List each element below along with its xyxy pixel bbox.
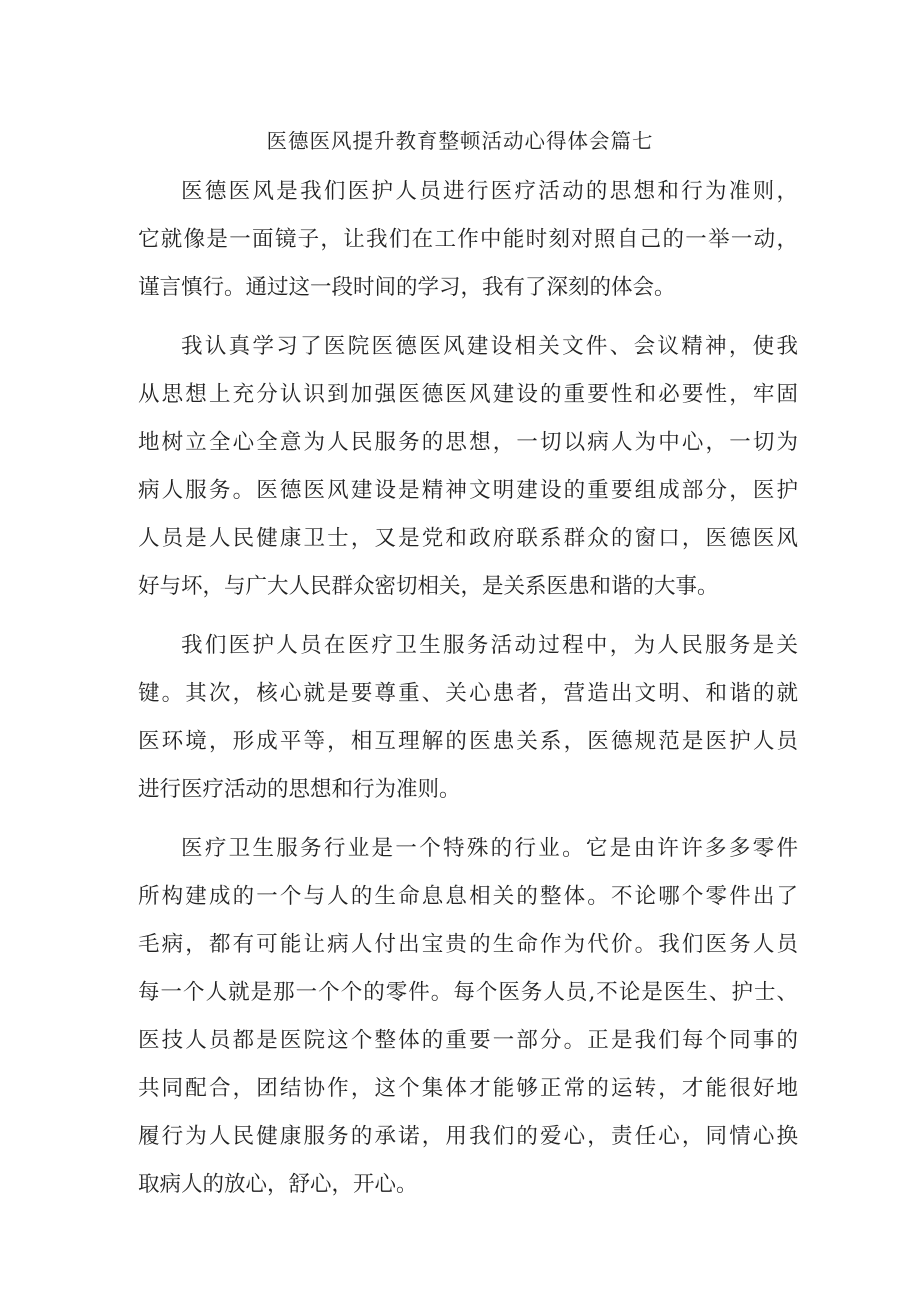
text-line: 进行医疗活动的思想和行为准则。: [138, 777, 461, 802]
text-line: 医技人员都是医院这个整体的重要一部分。正是我们每个同事的: [138, 1028, 798, 1053]
text-line: 从思想上充分认识到加强医德医风建设的重要性和必要性，牢固: [138, 382, 798, 407]
text-line: 我们医护人员在医疗卫生服务活动过程中，为人民服务是关: [181, 633, 798, 658]
text-line: 它就像是一面镜子，让我们在工作中能时刻对照自己的一举一动，: [138, 227, 798, 252]
text-line: 所构建成的一个与人的生命息息相关的整体。不论哪个零件出了: [138, 884, 798, 909]
text-line: 履行为人民健康服务的承诺，用我们的爱心，责任心，同情心换: [138, 1124, 798, 1149]
text-line: 键。其次，核心就是要尊重、关心患者，营造出文明、和谐的就: [138, 681, 798, 706]
text-line: 我认真学习了医院医德医风建设相关文件、会议精神，使我: [181, 334, 798, 359]
text-line: 毛病，都有可能让病人付出宝贵的生命作为代价。我们医务人员: [138, 932, 798, 957]
paragraph-4: [138, 825, 798, 1209]
text-line: 医德医风是我们医护人员进行医疗活动的思想和行为准则，: [181, 179, 798, 204]
document-title: 医德医风提升教育整顿活动心得体会篇七: [266, 129, 654, 153]
paragraph-1: [138, 168, 798, 312]
text-line: 医环境，形成平等，相互理解的医患关系，医德规范是医护人员: [138, 729, 798, 754]
text-line: 人员是人民健康卫士，又是党和政府联系群众的窗口，医德医风: [138, 526, 798, 551]
text-line: 共同配合，团结协作，这个集体才能够正常的运转，才能很好地: [138, 1076, 798, 1101]
text-line: 取病人的放心，舒心，开心。: [138, 1172, 418, 1197]
text-line: 医疗卫生服务行业是一个特殊的行业。它是由许许多多零件: [181, 836, 798, 861]
text-line: 每一个人就是那一个个的零件。每个医务人员,不论是医生、护士、: [138, 980, 798, 1005]
text-line: 好与坏，与广大人民群众密切相关，是关系医患和谐的大事。: [138, 574, 719, 599]
text-line: 谨言慎行。通过这一段时间的学习，我有了深刻的体会。: [138, 275, 676, 300]
paragraph-2: [138, 323, 798, 611]
paragraph-3: [138, 622, 798, 814]
text-line: 地树立全心全意为人民服务的思想，一切以病人为中心，一切为: [138, 430, 798, 455]
text-line: 病人服务。医德医风建设是精神文明建设的重要组成部分，医护: [138, 478, 798, 503]
document-body: [138, 168, 798, 1220]
